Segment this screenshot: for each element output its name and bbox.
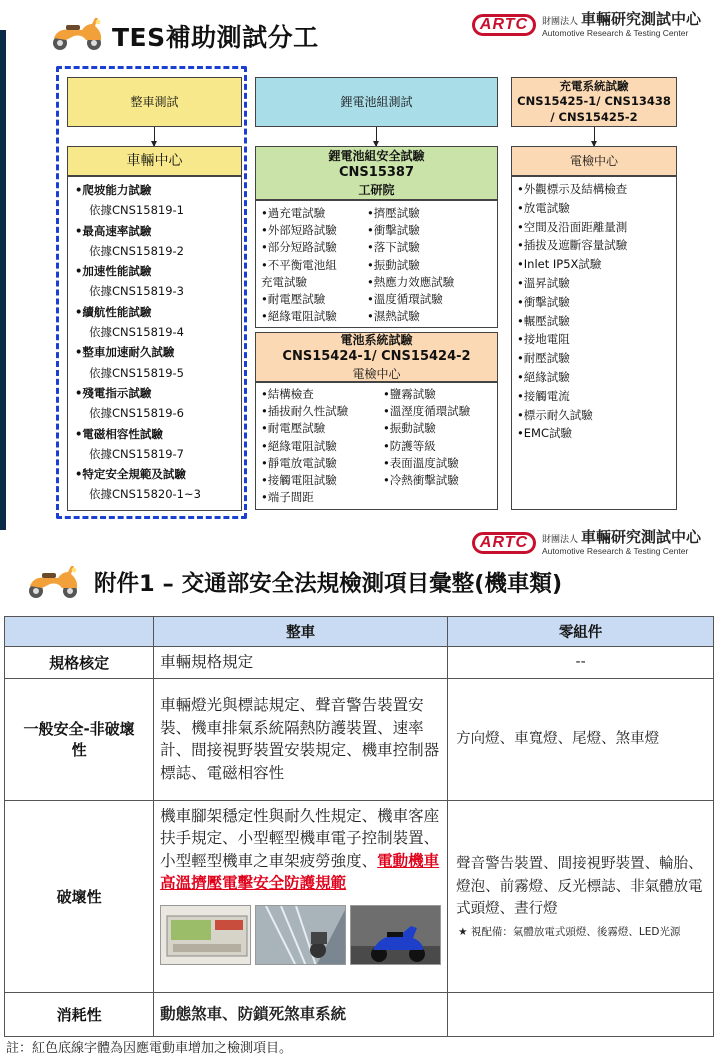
list-item: •溫溼度循環試驗 bbox=[383, 404, 471, 419]
list-item: •部分短路試驗 bbox=[261, 240, 337, 255]
org-name: 車輛研究測試中心 bbox=[581, 10, 702, 28]
section-title: 附件1 – 交通部安全法規檢測項目彙整(機車類) bbox=[94, 571, 563, 597]
row-parts-cell: -- bbox=[448, 647, 714, 679]
list-item: •結構檢查 bbox=[261, 387, 314, 401]
list-item: •鹽霧試驗 bbox=[383, 387, 436, 401]
vehicle-center-header: 車輛中心 bbox=[67, 146, 242, 176]
list-item: •表面溫度試驗 bbox=[383, 455, 459, 470]
list-item: •擠壓試驗 bbox=[367, 206, 420, 220]
electrical-center-header: 電檢中心 bbox=[511, 146, 677, 176]
list-item-std: 依據CNS15819-7 bbox=[89, 446, 184, 461]
photo-water-test bbox=[255, 905, 346, 965]
org-prefix: 財團法人 bbox=[542, 17, 579, 27]
list-item-std: 依據CNS15820-1~3 bbox=[89, 487, 201, 502]
list-item: •空間及沿面距離量測 bbox=[517, 219, 628, 234]
list-item: •溫度循環試驗 bbox=[367, 292, 443, 307]
row-vehicle-cell: 車輛燈光與標誌規定、聲音警告裝置安裝、機車排氣系統隔熱防護裝置、速率計、間接視野裝置安裝規定、機車控制器標誌、電磁相容性 bbox=[154, 678, 448, 800]
arrow-down-icon bbox=[376, 127, 377, 146]
list-item: •續航性能試驗 bbox=[75, 304, 152, 319]
header-empty bbox=[5, 617, 154, 647]
charging-test-header bbox=[511, 77, 677, 127]
battery-safety-standard: CNS15387 bbox=[338, 165, 414, 181]
list-item: •接地電阻 bbox=[517, 332, 570, 347]
charging-test-standard-2: / CNS15425-2 bbox=[550, 109, 638, 124]
charging-test-list bbox=[517, 180, 677, 443]
header-parts: 零組件 bbox=[448, 617, 714, 647]
artc-logo bbox=[472, 12, 701, 38]
list-item-std: 依據CNS15819-6 bbox=[89, 406, 184, 421]
table-row bbox=[5, 992, 714, 1036]
list-item: •衝擊試驗 bbox=[367, 223, 420, 238]
ev-highlight-text: 電動機車高溫擠壓電擊安全防護規範 bbox=[160, 851, 440, 893]
row-parts-cell bbox=[448, 992, 714, 1036]
battery-system-standard: CNS15424-1/ CNS15424-2 bbox=[282, 349, 471, 365]
list-item: •絕緣電阻試驗 bbox=[261, 309, 337, 324]
charging-test-standard-1: CNS15425-1/ CNS13438 bbox=[517, 94, 671, 109]
list-item: •落下試驗 bbox=[367, 240, 420, 255]
list-item-std: 依據CNS15819-1 bbox=[89, 203, 184, 218]
battery-safety-header bbox=[255, 146, 498, 200]
scooter-icon bbox=[24, 560, 84, 600]
list-item: •過充電試驗 bbox=[261, 206, 326, 220]
list-item: •標示耐久試驗 bbox=[517, 407, 593, 422]
list-item: •熱應力效應試驗 bbox=[367, 274, 455, 289]
org-english: Automotive Research & Testing Center bbox=[542, 28, 689, 38]
list-item: •殘電指示試驗 bbox=[75, 385, 152, 400]
list-item: •絕緣試驗 bbox=[517, 369, 570, 384]
list-item: •衝擊試驗 bbox=[517, 294, 570, 309]
list-item: •輾壓試驗 bbox=[517, 313, 570, 328]
table-row bbox=[5, 647, 714, 679]
battery-system-list bbox=[261, 386, 499, 506]
photo-scooter bbox=[350, 905, 441, 965]
vehicle-text: 機車腳架穩定性與耐久性規定、機車客座扶手規定、小型輕型機車電子控制裝置、小型輕型機車之車架疲勞強度、 bbox=[160, 806, 440, 870]
list-item: •整車加速耐久試驗 bbox=[75, 345, 175, 360]
list-item: •最高速率試驗 bbox=[75, 223, 152, 238]
list-item: •特定安全規範及試驗 bbox=[75, 467, 186, 482]
page-title: TES補助測試分工 bbox=[112, 23, 319, 52]
list-item: •絕緣電阻試驗 bbox=[261, 438, 337, 453]
header-vehicle: 整車 bbox=[154, 617, 448, 647]
battery-system-header bbox=[255, 332, 498, 382]
list-item: •接觸電阻試驗 bbox=[261, 473, 337, 488]
row-vehicle-cell bbox=[154, 800, 448, 992]
charging-test-title: 充電系統試驗 bbox=[559, 78, 629, 93]
vehicle-test-list bbox=[75, 180, 240, 505]
list-item: •耐電壓試驗 bbox=[261, 421, 326, 436]
row-vehicle-cell: 動態煞車、防鎖死煞車系統 bbox=[154, 992, 448, 1036]
list-item: 充電試驗 bbox=[261, 274, 307, 289]
artc-logo-mark: ARTC bbox=[472, 14, 536, 36]
row-label: 一般安全-非破壞性 bbox=[5, 678, 154, 800]
row-label: 破壞性 bbox=[5, 800, 154, 992]
battery-safety-list bbox=[261, 205, 497, 325]
photo-strip bbox=[160, 905, 441, 965]
row-label: 消耗性 bbox=[5, 992, 154, 1036]
row-label: 規格核定 bbox=[5, 647, 154, 679]
list-item-std: 依據CNS15819-4 bbox=[89, 325, 184, 340]
list-item: •電磁相容性試驗 bbox=[75, 426, 163, 441]
list-item: •接觸電流 bbox=[517, 388, 570, 403]
list-item: •振動試驗 bbox=[367, 257, 420, 272]
list-item: •放電試驗 bbox=[517, 200, 570, 215]
battery-system-title: 電池系統試驗 bbox=[340, 333, 413, 348]
list-item: •濕熱試驗 bbox=[367, 309, 420, 324]
photo-battery-test bbox=[160, 905, 251, 965]
list-item: •EMC試驗 bbox=[517, 426, 573, 441]
arrow-down-icon bbox=[594, 127, 595, 146]
battery-system-lab: 電檢中心 bbox=[352, 366, 401, 381]
list-item: •防護等級 bbox=[383, 438, 436, 453]
row-parts-cell: 方向燈、車寬燈、尾燈、煞車燈 bbox=[448, 678, 714, 800]
list-item: •外部短路試驗 bbox=[261, 223, 337, 238]
table-row bbox=[5, 800, 714, 992]
list-item: •靜電放電試驗 bbox=[261, 455, 337, 470]
left-accent-bar bbox=[0, 30, 6, 530]
row-parts-cell bbox=[448, 800, 714, 992]
list-item: •Inlet IP5X試驗 bbox=[517, 257, 602, 272]
org-prefix: 財團法人 bbox=[542, 535, 579, 545]
list-item-std: 依據CNS15819-3 bbox=[89, 284, 184, 299]
org-name: 車輛研究測試中心 bbox=[581, 528, 702, 546]
parts-note: ★ 視配備：氣體放電式頭燈、後霧燈、LED光源 bbox=[458, 925, 681, 938]
list-item: •加速性能試驗 bbox=[75, 264, 152, 279]
list-item: •爬坡能力試驗 bbox=[75, 183, 152, 197]
list-item: •不平衡電池組 bbox=[261, 257, 337, 272]
regulation-table bbox=[4, 616, 714, 1037]
list-item: •外觀標示及結構檢查 bbox=[517, 182, 628, 196]
list-item: •插拔耐久性試驗 bbox=[261, 404, 349, 419]
list-item: •耐壓試驗 bbox=[517, 351, 570, 366]
list-item: •端子間距 bbox=[261, 490, 314, 505]
arrow-down-icon bbox=[154, 127, 155, 146]
battery-safety-title: 鋰電池組安全試驗 bbox=[328, 149, 425, 164]
list-item: •振動試驗 bbox=[383, 421, 436, 436]
battery-safety-lab: 工研院 bbox=[358, 182, 395, 197]
artc-logo bbox=[472, 530, 701, 556]
list-item-std: 依據CNS15819-2 bbox=[89, 243, 184, 258]
parts-text: 聲音警告裝置、間接視野裝置、輪胎、燈泡、前霧燈、反光標誌、非氣體放電式頭燈、晝行燈 bbox=[456, 856, 703, 918]
list-item: •冷熱衝擊試驗 bbox=[383, 473, 459, 488]
table-row bbox=[5, 678, 714, 800]
footnote: 註：紅色底線字體為因應電動車增加之檢測項目。 bbox=[6, 1041, 293, 1056]
list-item: •插拔及遮斷容量試驗 bbox=[517, 238, 628, 253]
vehicle-test-header: 整車測試 bbox=[67, 77, 242, 127]
list-item-std: 依據CNS15819-5 bbox=[89, 365, 184, 380]
row-vehicle-cell: 車輛規格規定 bbox=[154, 647, 448, 679]
scooter-icon bbox=[48, 12, 108, 52]
list-item: •溫昇試驗 bbox=[517, 275, 570, 290]
list-item: •耐電壓試驗 bbox=[261, 292, 326, 307]
org-english: Automotive Research & Testing Center bbox=[542, 546, 689, 556]
table-header-row bbox=[5, 617, 714, 647]
artc-logo-mark: ARTC bbox=[472, 532, 536, 554]
battery-test-header: 鋰電池組測試 bbox=[255, 77, 498, 127]
